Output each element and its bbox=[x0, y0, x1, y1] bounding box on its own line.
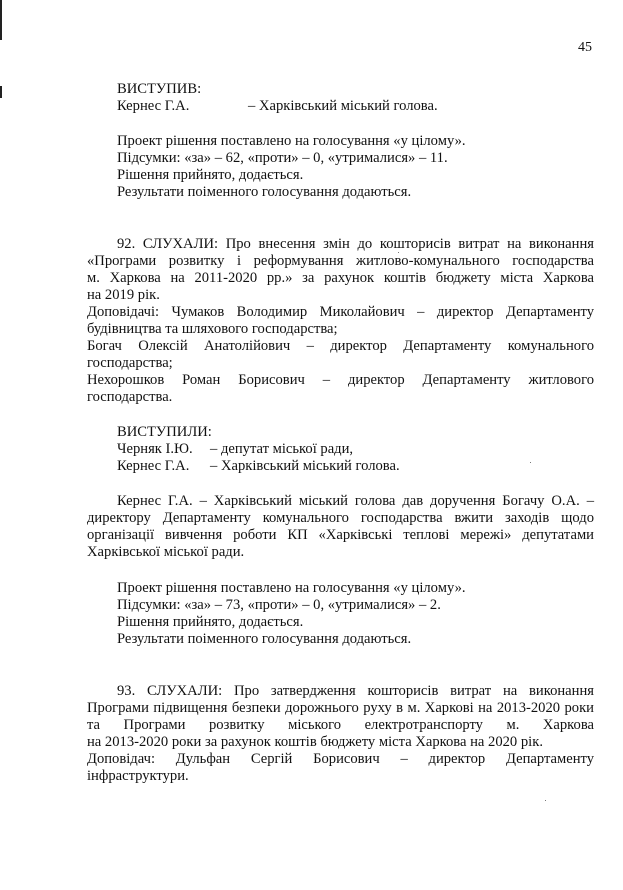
item-93-text-line: Програми підвищення безпеки дорожнього руху в м. Харкові на 2013-2020 роки bbox=[87, 700, 594, 716]
item-92-reporter-line: Доповідачі: Чумаков Володимир Миколайович – директор Департаменту bbox=[87, 304, 594, 320]
item-93-text-line: 93. СЛУХАЛИ: Про затвердження кошторисів витрат на виконання bbox=[117, 683, 594, 699]
item-92-text-line: м. Харкова на 2011-2020 рр.» за рахунок коштів бюджету міста Харкова bbox=[87, 270, 594, 286]
scan-edge-mark bbox=[0, 86, 2, 98]
vote-line: Проект рішення поставлено на голосування «у цілому». bbox=[117, 580, 466, 596]
item-92-reporter-line: Нехорошков Роман Борисович – директор Департаменту житлового bbox=[87, 372, 594, 388]
page-number: 45 bbox=[578, 40, 592, 55]
speaker-name: Кернес Г.А. bbox=[117, 98, 190, 114]
vote-line: Підсумки: «за» – 62, «проти» – 0, «утрималися» – 11. bbox=[117, 150, 448, 166]
item-93-text-line: та Програми розвитку міського електротранспорту м. Харкова bbox=[87, 717, 594, 733]
vote-line: Рішення прийнято, додається. bbox=[117, 167, 304, 183]
speakers-heading: ВИСТУПИЛИ: bbox=[117, 424, 212, 440]
instruction-line: організації вивчення роботи КП «Харківські теплові мережі» депутатами bbox=[87, 527, 594, 543]
item-92-reporter-line: господарства. bbox=[87, 389, 173, 405]
speaker-role: – депутат міської ради, bbox=[210, 441, 354, 457]
instruction-line: Кернес Г.А. – Харківський міський голова дав доручення Богачу О.А. – bbox=[117, 493, 594, 509]
item-93-reporter-line: інфраструктури. bbox=[87, 768, 189, 784]
vote-line: Результати поіменного голосування додаються. bbox=[117, 631, 412, 647]
speaker-role: – Харківський міський голова. bbox=[248, 98, 438, 114]
instruction-line: Харківської міської ради. bbox=[87, 544, 245, 560]
item-92-reporter-line: Богач Олексій Анатолійович – директор Департаменту комунального bbox=[87, 338, 594, 354]
item-92-text-line: 92. СЛУХАЛИ: Про внесення змін до кошторисів витрат на виконання bbox=[117, 236, 594, 252]
vote-line: Результати поіменного голосування додаються. bbox=[117, 184, 412, 200]
speaker-name: Черняк І.Ю. bbox=[117, 441, 193, 457]
vote-line: Рішення прийнято, додається. bbox=[117, 614, 304, 630]
speaker-heading: ВИСТУПИВ: bbox=[117, 81, 202, 97]
item-92-text-line: «Програми розвитку і реформування житлово-комунального господарства bbox=[87, 253, 594, 269]
item-93-text-line: на 2013-2020 роки за рахунок коштів бюджету міста Харкова на 2020 рік. bbox=[87, 734, 543, 750]
speaker-name: Кернес Г.А. bbox=[117, 458, 190, 474]
instruction-line: директору Департаменту комунального господарства вжити заходів щодо bbox=[87, 510, 594, 526]
item-92-reporter-line: господарства; bbox=[87, 355, 173, 371]
item-93-reporter-line: Доповідач: Дульфан Сергій Борисович – директор Департаменту bbox=[87, 751, 594, 767]
item-92-reporter-line: будівництва та шляхового господарства; bbox=[87, 321, 338, 337]
scan-speck bbox=[398, 252, 399, 253]
scan-speck bbox=[530, 462, 531, 463]
speaker-role: – Харківський міський голова. bbox=[210, 458, 400, 474]
scan-edge-mark bbox=[0, 0, 2, 40]
vote-line: Підсумки: «за» – 73, «проти» – 0, «утрималися» – 2. bbox=[117, 597, 441, 613]
vote-line: Проект рішення поставлено на голосування «у цілому». bbox=[117, 133, 466, 149]
item-92-text-line: на 2019 рік. bbox=[87, 287, 160, 303]
scan-speck bbox=[545, 800, 546, 801]
